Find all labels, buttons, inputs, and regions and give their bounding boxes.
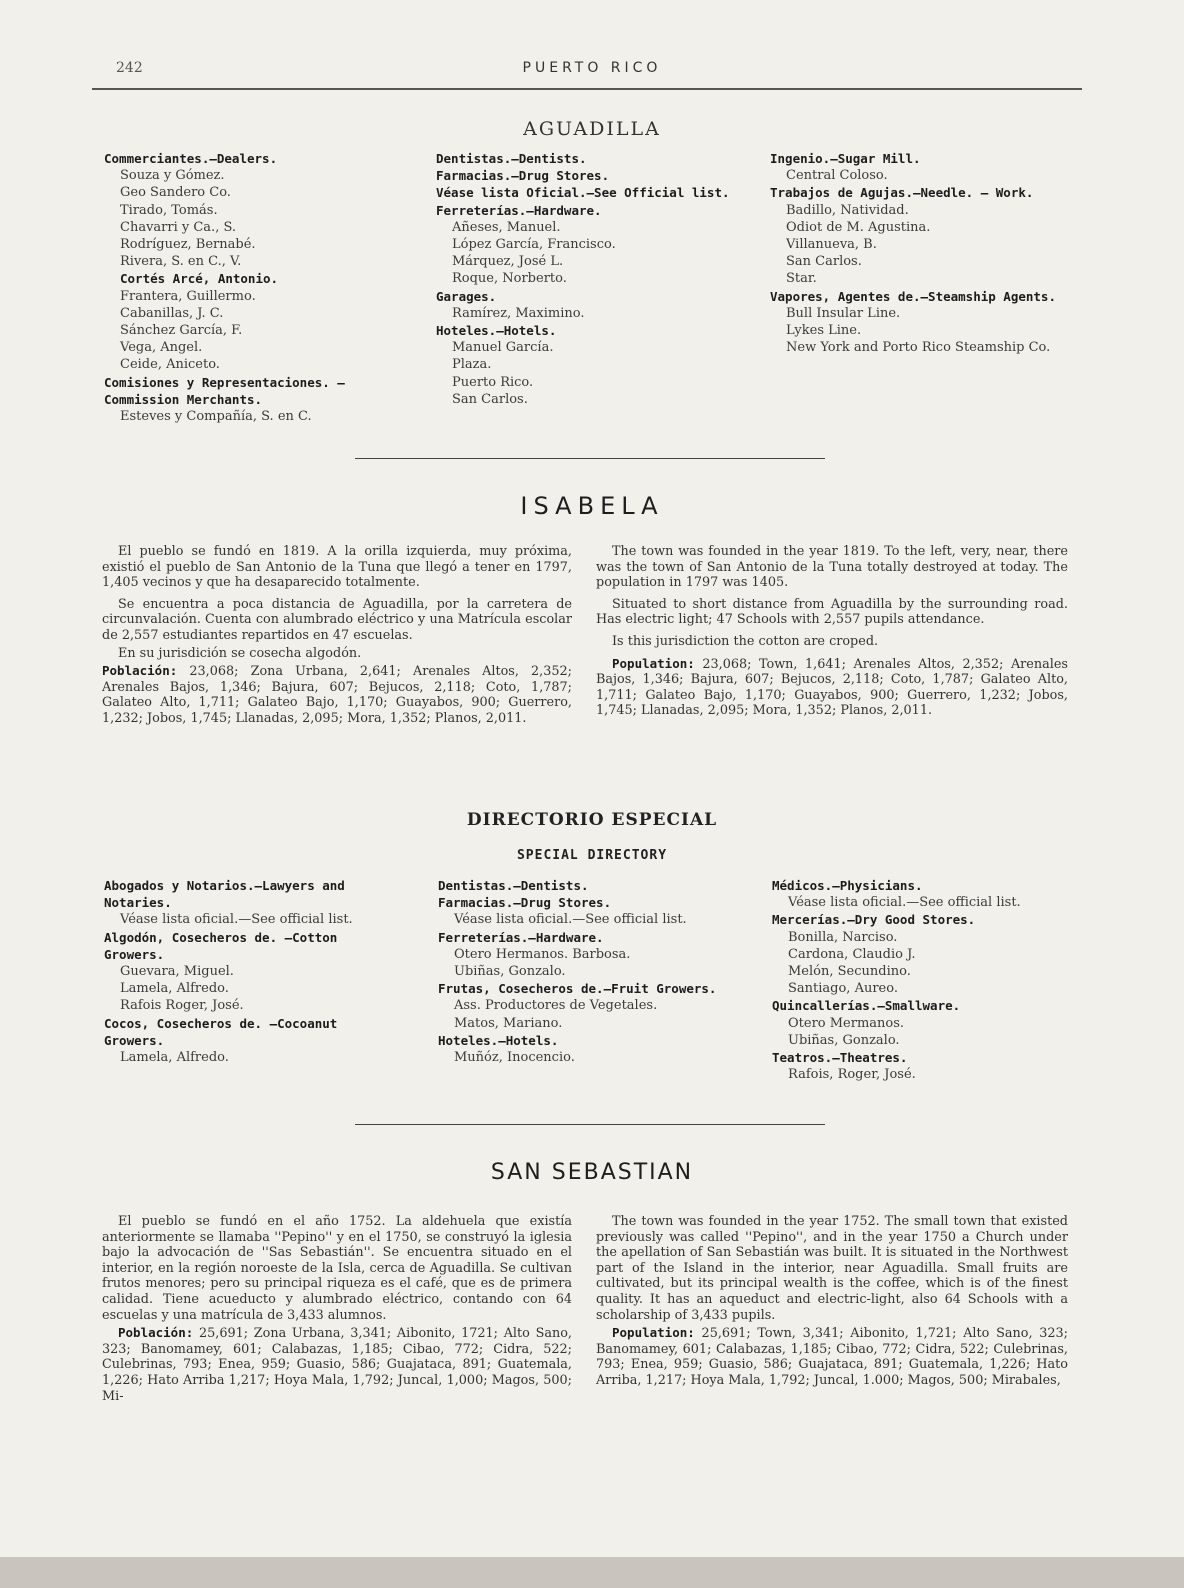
directory-entry: Bull Insular Line.	[786, 305, 901, 321]
directory-heading: Farmacias.—Drug Stores.	[438, 895, 612, 911]
directory-entry: Manuel García.	[452, 340, 554, 356]
directory-entry: Rivera, S. en C., V.	[120, 254, 242, 270]
directory-entry: New York and Porto Rico Steamship Co.	[786, 340, 1051, 356]
directory-entry: Lamela, Alfredo.	[120, 981, 229, 997]
directory-heading: Algodón, Cosecheros de. —Cotton Growers.	[104, 929, 338, 962]
directory-entry: Lamela, Alfredo.	[120, 1050, 229, 1066]
aguadilla-col-3	[770, 150, 1070, 356]
page-number: 242	[116, 60, 143, 76]
directory-entry: Lykes Line.	[786, 323, 862, 339]
section-divider	[355, 458, 825, 459]
directory-entry: Ramírez, Maximino.	[452, 305, 585, 321]
directory-heading: Ferreterías.—Hardware.	[438, 929, 604, 945]
directory-entry: Cabanillas, J. C.	[120, 305, 224, 321]
directory-heading: Mercerías.—Dry Good Stores.	[772, 912, 976, 928]
directory-entry: Puerto Rico.	[452, 374, 534, 390]
isabela-title: ISABELA	[520, 492, 664, 520]
directory-entry: Rafois Roger, José.	[120, 998, 244, 1014]
directory-entry: Márquez, José L.	[452, 254, 564, 270]
directory-entry: Otero Mermanos.	[788, 1015, 905, 1031]
directory-heading: Farmacias.—Drug Stores.	[436, 168, 610, 184]
directory-heading: Ferreterías.—Hardware.	[436, 202, 602, 218]
directory-heading: Quincallerías.—Smallware.	[772, 998, 961, 1014]
directory-heading: Garages.	[436, 288, 497, 304]
san-sebastian-es-p1: El pueblo se fundó en el año 1752. La aldehuela que existía anteriormente se llamaba ''Pepino'' y en el 1750, se construyó la iglesia bajo la advocación de ''Sas Sebastián''. Se encuentra situado en el interior, en la región noroeste de la Isla, cerca de Aguadilla. Se cultivan frutos menores; pero su principal riqueza es el café, que es de primera calidad. Tiene acueducto y alumbrado eléctrico, contando con 64 escuelas y una matrícula de 3,433 alumnos.	[102, 1214, 572, 1323]
directory-entry: Vega, Angel.	[120, 340, 203, 356]
directory-entry: Ubiñas, Gonzalo.	[788, 1032, 900, 1048]
directory-entry: Matos, Mariano.	[454, 1015, 563, 1031]
directory-entry: Véase lista oficial.—See official list.	[120, 912, 353, 928]
directory-entry: Central Coloso.	[786, 168, 888, 184]
directory-entry: Tirado, Tomás.	[120, 202, 218, 218]
directory-heading: Médicos.—Physicians.	[772, 878, 923, 893]
isabela-es-p3: En su jurisdición se cosecha algodón.	[118, 645, 362, 661]
directory-entry: Véase lista oficial.—See official list.	[788, 895, 1021, 911]
isabela-en-population: Population: 23,068; Town, 1,641; Arenales Altos, 2,352; Arenales Bajos, 1,346; Bajura, 607; Bejucos, 2,118; Coto, 1,787; Galateo Alto, 1,711; Galateo Bajo, 1,170; Guayabos, 900; Guerrero, 1,232; Jobos, 1,745; Llanadas, 2,095; Mora, 1,352; Planos, 2,011.	[596, 655, 1068, 719]
directory-heading: Abogados y Notarios.—Lawyers and Notaries.	[104, 878, 345, 911]
directory-entry: Véase lista oficial.—See official list.	[454, 912, 687, 928]
aguadilla-col-1	[104, 150, 404, 425]
directory-heading: Commerciantes.—Dealers.	[104, 151, 278, 166]
isabela-en-p2: Situated to short distance from Aguadilla by the surrounding road. Has electric light; 47 Schools with 2,557 pupils attendance.	[596, 596, 1068, 628]
san-sebastian-english-text	[596, 1214, 1068, 1391]
directory-entry: Odiot de M. Agustina.	[786, 219, 931, 235]
directory-entry: Añeses, Manuel.	[452, 219, 561, 235]
directory-heading: Dentistas.—Dentists.	[436, 151, 587, 166]
directory-entry: Esteves y Compañía, S. en C.	[120, 409, 312, 425]
directory-heading: Hoteles.—Hotels.	[438, 1032, 559, 1048]
directory-entry: San Carlos.	[452, 391, 528, 407]
directory-heading: Véase lista Oficial.—See Official list.	[436, 185, 730, 201]
header-rule	[92, 88, 1082, 90]
directory-entry: Roque, Norberto.	[452, 271, 567, 287]
section-divider-2	[355, 1124, 825, 1125]
aguadilla-col-2	[436, 150, 736, 408]
directory-entry: Ceide, Aniceto.	[120, 357, 220, 373]
san-sebastian-en-population: Population: 25,691; Town, 3,341; Aibonito, 1,721; Alto Sano, 323; Banomamey, 601; Calabazas, 1,185; Cibao, 772; Cidra, 522; Culebrinas, 793; Enea, 959; Guasio, 586; Guajataca, 891; Guatemala, 1,226; Hato Arriba, 1,217; Hoya Mala, 1,792; Juncal, 1.000; Magos, 500; Mirabales,	[596, 1325, 1068, 1388]
directory-entry: Souza y Gómez.	[120, 168, 225, 184]
directory-entry: Santiago, Aureo.	[788, 981, 898, 997]
directory-entry: Bonilla, Narciso.	[788, 929, 898, 945]
aguadilla-title: AGUADILLA	[523, 118, 661, 140]
isabela-es-p2: Se encuentra a poca distancia de Aguadilla, por la carretera de circunvalación. Cuenta con alumbrado eléctrico y una Matrícula escolar de 2,557 estudiantes repartidos en 47 escuelas.	[102, 596, 572, 643]
directory-entry: López García, Francisco.	[452, 237, 616, 253]
directory-entry: Sánchez García, F.	[120, 323, 243, 339]
directory-entry: Badillo, Natividad.	[786, 202, 909, 218]
san-sebastian-es-population: Población: 25,691; Zona Urbana, 3,341; Aibonito, 1721; Alto Sano, 323; Banomamey, 601; Calabazas, 1,185; Cibao, 772; Cidra, 522; Culebrinas, 793; Enea, 959; Guasio, 586; Guajataca, 891; Guatemala, 1,226; Hato Arriba 1,217; Hoya Mala, 1,792; Juncal, 1,000; Magos, 500; Mi-	[102, 1325, 572, 1404]
directory-heading: Frutas, Cosecheros de.—Fruit Growers.	[438, 981, 717, 997]
directorio-col-3	[772, 877, 1072, 1083]
running-title: PUERTO RICO	[522, 60, 662, 76]
isabela-en-p3: Is this jurisdiction the cotton are croped.	[612, 633, 879, 649]
directory-entry: Star.	[786, 271, 817, 287]
directory-entry: Chavarri y Ca., S.	[120, 219, 237, 235]
isabela-en-p1: The town was founded in the year 1819. To the left, very, near, there was the town of San Antonio de la Tuna totally destroyed at today. The population in 1797 was 1405.	[596, 544, 1068, 591]
directorio-col-2	[438, 877, 738, 1066]
directory-heading: Dentistas.—Dentists.	[438, 878, 589, 893]
isabela-es-p1: El pueblo se fundó en 1819. A la orilla izquierda, muy próxima, existió el pueblo de San Antonio de la Tuna que llegó a tener en 1797, 1,405 vecinos y que ha desaparecido totalmente.	[102, 544, 572, 591]
directory-entry: Rodríguez, Bernabé.	[120, 237, 256, 253]
directory-entry: Ass. Productores de Vegetales.	[454, 998, 658, 1014]
directory-entry: Guevara, Miguel.	[120, 964, 234, 980]
directory-entry: Otero Hermanos. Barbosa.	[454, 946, 631, 962]
directory-entry: Geo Sandero Co.	[120, 185, 231, 201]
san-sebastian-en-p1: The town was founded in the year 1752. The small town that existed previously was called ''Pepino'', and in the year 1750 a Church under the apellation of San Sebastián was built. It is situated in the Northwest part of the Island in the interior, near Aguadilla. Small fruits are cultivated, but its principal wealth is the coffee, which is of the finest quality. It has an aqueduct and electric-light, also 64 Schools with a scholarship of 3,433 pupils.	[596, 1214, 1068, 1323]
san-sebastian-spanish-text	[102, 1214, 572, 1406]
directory-entry: Villanueva, B.	[786, 237, 877, 253]
scan-bottom-edge	[0, 1557, 1184, 1588]
directory-heading: Hoteles.—Hotels.	[436, 323, 557, 339]
isabela-spanish-text	[102, 544, 572, 729]
directory-heading: Cocos, Cosecheros de. —Cocoanut Growers.	[104, 1015, 338, 1048]
directory-heading: Ingenio.—Sugar Mill.	[770, 151, 921, 166]
directory-entry: San Carlos.	[786, 254, 862, 270]
directory-entry: Ubiñas, Gonzalo.	[454, 964, 566, 980]
isabela-english-text	[596, 544, 1068, 721]
directory-entry: Muñóz, Inocencio.	[454, 1050, 575, 1066]
directory-entry: Plaza.	[452, 357, 492, 373]
directory-heading: Trabajos de Agujas.—Needle. — Work.	[770, 185, 1034, 201]
isabela-es-population: Población: 23,068; Zona Urbana, 2,641; Arenales Altos, 2,352; Arenales Bajos, 1,346; Bajura, 607; Bejucos, 2,118; Coto, 1,787; Galateo Alto, 1,711; Galateo Bajo, 1,170; Guayabos, 900; Guerrero, 1,232; Jobos, 1,745; Llanadas, 2,095; Mora, 1,352; Planos, 2,011.	[102, 663, 572, 726]
directorio-title: DIRECTORIO ESPECIAL	[466, 810, 718, 830]
directory-entry: Melón, Secundino.	[788, 964, 911, 980]
directory-heading: Cortés Arcé, Antonio.	[120, 271, 279, 287]
directory-entry: Frantera, Guillermo.	[120, 288, 256, 304]
directory-heading: Vapores, Agentes de.—Steamship Agents.	[770, 288, 1056, 304]
san-sebastian-title: SAN SEBASTIAN	[490, 1160, 694, 1185]
directory-entry: Cardona, Claudio J.	[788, 946, 916, 962]
directorio-subtitle: SPECIAL DIRECTORY	[516, 848, 668, 863]
directory-heading: Teatros.—Theatres.	[772, 1050, 908, 1066]
directory-entry: Rafois, Roger, José.	[788, 1067, 916, 1083]
directory-heading: Comisiones y Representaciones. — Commission Merchants.	[104, 374, 345, 407]
directorio-col-1	[104, 877, 404, 1066]
